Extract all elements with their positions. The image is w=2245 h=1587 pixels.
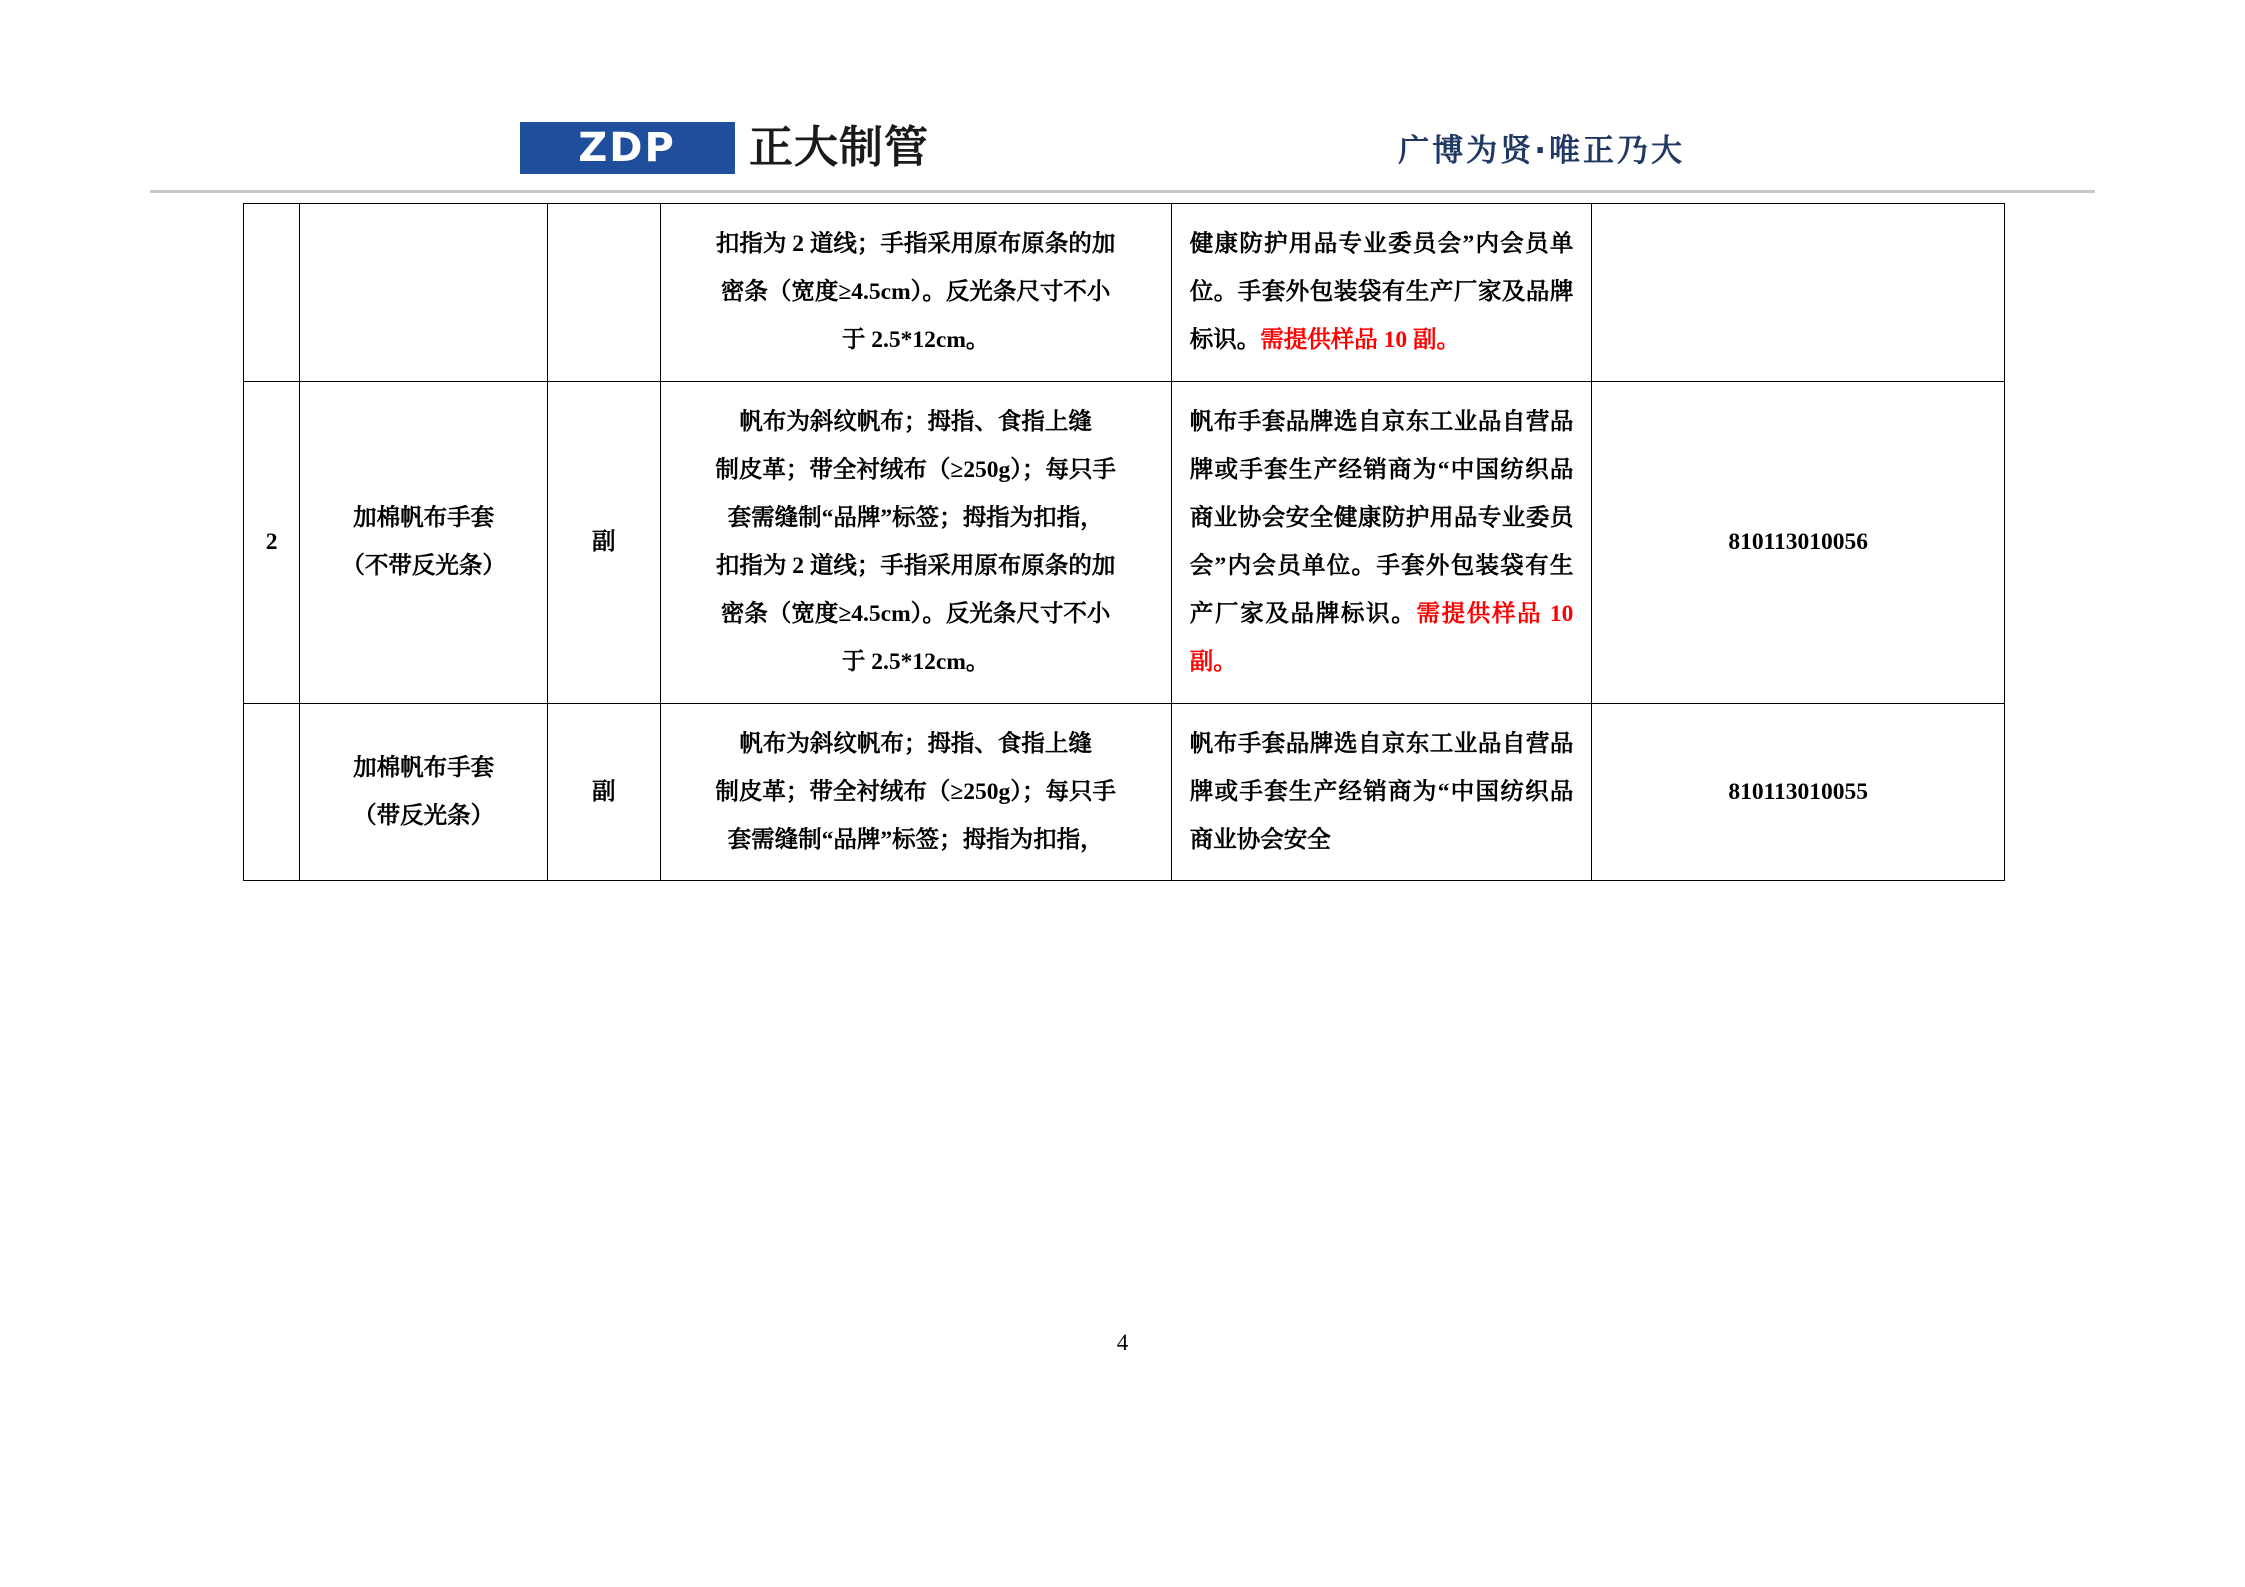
brand-line: 员单位。手套外包装袋有生产厂	[1189, 231, 1574, 306]
spec-line: 密条（宽度≥4.5cm）。反光条尺寸不小	[720, 279, 1111, 306]
header-divider	[150, 190, 2095, 193]
spec-line: 于 2.5*12cm。	[841, 327, 990, 354]
brand-sample-note: 需提供样品 10 副。	[1260, 327, 1461, 354]
cell-unit: 副	[547, 381, 660, 703]
specification-table	[243, 203, 2005, 881]
brand-sample-note: 需提供样品 10 副。	[1189, 601, 1574, 676]
cell-brand	[1171, 381, 1592, 703]
zdp-logo-icon	[520, 122, 735, 174]
spec-line: 帆布为斜纹帆布；拇指、食指上缝	[739, 730, 1092, 757]
spec-line: 帆布为斜纹帆布；拇指、食指上缝	[739, 408, 1092, 435]
cell-code	[1592, 204, 2005, 382]
cell-name	[300, 204, 548, 382]
brand-line: 员单位。手套外包装袋有生产厂	[1189, 553, 1574, 628]
svg-text:ZDP: ZDP	[578, 124, 676, 171]
brand-line: 帆布手套品牌选自京东工	[1189, 408, 1454, 435]
spec-line: 制皮革；带全衬绒布（≥250g）；每只手	[715, 456, 1116, 483]
spec-line: 扣指为 2 道线；手指采用原布原条的加	[715, 553, 1116, 580]
name-line: 加棉帆布手套	[353, 754, 495, 781]
brand-line: 商为“中国纺织品商业协会安全	[1189, 778, 1574, 853]
spec-line: 套需缝制“品牌”标签；拇指为扣指，	[727, 826, 1104, 853]
brand-line: 健康防护用品专业委员会”内会	[1189, 231, 1526, 257]
table-row	[244, 381, 2005, 703]
brand-line: 帆布手套品牌选自京东工	[1189, 730, 1454, 757]
cell-name	[300, 381, 548, 703]
cell-name	[300, 703, 548, 881]
brand-line: 商为“中国纺织品商业协会安全	[1189, 456, 1574, 531]
cell-brand	[1171, 204, 1592, 382]
brand-line: 业品自营品牌或手套生产经销	[1189, 408, 1574, 483]
brand-line: 健康防护用品专业委员会”内会	[1189, 504, 1574, 580]
spec-line: 密条（宽度≥4.5cm）。反光条尺寸不小	[720, 601, 1111, 628]
spec-line: 于 2.5*12cm。	[841, 649, 990, 676]
cell-index	[244, 204, 300, 382]
page-number: 4	[1116, 1330, 1129, 1355]
table-row	[244, 703, 2005, 881]
company-slogan: 广博为贤·唯正乃大	[1398, 133, 1685, 169]
company-logo	[520, 122, 929, 174]
brand-line: 家及品牌标识。	[1189, 279, 1574, 354]
cell-index	[244, 703, 300, 881]
company-name-cn: 正大制管	[749, 121, 929, 173]
cell-brand	[1171, 703, 1592, 881]
name-line: （不带反光条）	[341, 553, 506, 580]
cell-spec	[660, 381, 1171, 703]
page-header	[150, 105, 2095, 190]
name-line: 加棉帆布手套	[353, 504, 495, 531]
spec-line: 制皮革；带全衬绒布（≥250g）；每只手	[715, 778, 1116, 805]
cell-spec	[660, 204, 1171, 382]
brand-line: 业品自营品牌或手套生产经销	[1189, 730, 1574, 805]
spec-line: 扣指为 2 道线；手指采用原布原条的加	[715, 231, 1116, 257]
table-row	[244, 204, 2005, 382]
cell-code: 810113010055	[1592, 703, 2005, 881]
cell-code: 810113010056	[1592, 381, 2005, 703]
brand-line: 家及品牌标识。	[1240, 601, 1417, 628]
cell-unit	[547, 204, 660, 382]
cell-spec	[660, 703, 1171, 881]
spec-line: 套需缝制“品牌”标签；拇指为扣指，	[727, 504, 1104, 531]
cell-index: 2	[244, 381, 300, 703]
name-line: （带反光条）	[353, 802, 495, 829]
cell-unit: 副	[547, 703, 660, 881]
